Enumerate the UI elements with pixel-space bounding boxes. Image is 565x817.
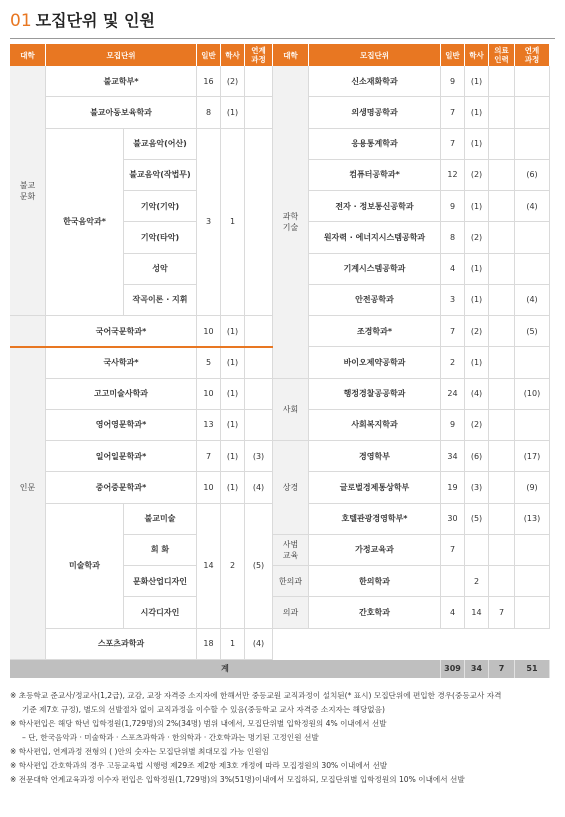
bachelor-count: (1) bbox=[465, 191, 489, 222]
medical-count bbox=[489, 566, 515, 597]
total-linked: 51 bbox=[515, 660, 550, 678]
medical-count bbox=[489, 222, 515, 253]
sub-unit: 불교음악(어산) bbox=[124, 129, 197, 160]
general-count: 9 bbox=[441, 66, 465, 97]
linked-count: (13) bbox=[515, 504, 550, 535]
note-line: ※ 학사편입 간호학과의 경우 고등교육법 시행령 제29조 제2항 제3호 개정에 따라 모집정원의 30% 이내에서 선발 bbox=[10, 761, 388, 770]
unit-name: 사회복지학과 bbox=[309, 410, 441, 441]
general-count: 16 bbox=[197, 66, 221, 97]
unit-name: 가정교육과 bbox=[309, 535, 441, 566]
general-count: 24 bbox=[441, 379, 465, 410]
linked-count: (9) bbox=[515, 472, 550, 503]
bachelor-count: (1) bbox=[465, 97, 489, 128]
general-count: 13 bbox=[197, 410, 221, 441]
general-count: 3 bbox=[197, 129, 221, 317]
unit-name: 응용통계학과 bbox=[309, 129, 441, 160]
unit-name: 영어영문학과* bbox=[46, 410, 197, 441]
linked-count bbox=[245, 347, 273, 378]
linked-count: (4) bbox=[245, 629, 273, 660]
bachelor-count: (2) bbox=[465, 410, 489, 441]
general-count: 12 bbox=[441, 160, 465, 191]
linked-count bbox=[515, 535, 550, 566]
bachelor-count: (2) bbox=[465, 222, 489, 253]
medical-count bbox=[489, 347, 515, 378]
section-title bbox=[10, 8, 155, 32]
college-name: 의과 bbox=[273, 597, 309, 628]
bachelor-count: (2) bbox=[465, 316, 489, 347]
unit-name: 안전공학과 bbox=[309, 285, 441, 316]
unit-name: 글로벌경제통상학부 bbox=[309, 472, 441, 503]
linked-count bbox=[515, 129, 550, 160]
general-count: 3 bbox=[441, 285, 465, 316]
linked-count bbox=[245, 129, 273, 317]
unit-name: 미술학과 bbox=[46, 504, 124, 629]
unit-name: 의생명공학과 bbox=[309, 97, 441, 128]
bachelor-count: (4) bbox=[465, 379, 489, 410]
college-name: 과학 기술 bbox=[273, 66, 309, 379]
linked-count bbox=[245, 316, 273, 347]
sub-unit: 회 화 bbox=[124, 535, 197, 566]
bachelor-count: 1 bbox=[221, 129, 245, 317]
linked-count: (5) bbox=[245, 504, 273, 629]
linked-count bbox=[515, 66, 550, 97]
bachelor-count: (1) bbox=[221, 410, 245, 441]
general-count: 4 bbox=[441, 597, 465, 628]
medical-count bbox=[489, 535, 515, 566]
general-count: 34 bbox=[441, 441, 465, 472]
unit-name: 조경학과* bbox=[309, 316, 441, 347]
bachelor-count: (2) bbox=[221, 66, 245, 97]
linked-count bbox=[515, 410, 550, 441]
unit-name: 스포츠과학과 bbox=[46, 629, 197, 660]
total-medical: 7 bbox=[489, 660, 515, 678]
general-count: 19 bbox=[441, 472, 465, 503]
linked-count bbox=[515, 566, 550, 597]
college-name: 인문 bbox=[10, 316, 46, 660]
header-linked: 연계 과정 bbox=[515, 44, 550, 66]
sub-unit: 시각디자인 bbox=[124, 597, 197, 628]
general-count: 9 bbox=[441, 410, 465, 441]
header-college: 대학 bbox=[10, 44, 46, 66]
unit-name: 국사학과* bbox=[46, 347, 197, 378]
unit-name: 고고미술사학과 bbox=[46, 379, 197, 410]
general-count: 8 bbox=[197, 97, 221, 128]
unit-name: 컴퓨터공학과* bbox=[309, 160, 441, 191]
linked-count bbox=[245, 66, 273, 97]
unit-name: 불교아동보육학과 bbox=[46, 97, 197, 128]
notes bbox=[10, 689, 558, 787]
bachelor-count bbox=[465, 535, 489, 566]
header-medical: 의료 인력 bbox=[489, 44, 515, 66]
bachelor-count: 1 bbox=[221, 629, 245, 660]
sub-unit: 불교미술 bbox=[124, 504, 197, 535]
college-name: 사범 교육 bbox=[273, 535, 309, 566]
general-count: 5 bbox=[197, 347, 221, 378]
general-count: 10 bbox=[197, 379, 221, 410]
bachelor-count: (1) bbox=[221, 97, 245, 128]
college-name: 한의과 bbox=[273, 566, 309, 597]
general-count: 14 bbox=[197, 504, 221, 629]
linked-count bbox=[245, 410, 273, 441]
general-count: 2 bbox=[441, 347, 465, 378]
general-count bbox=[441, 566, 465, 597]
unit-name: 전자 · 정보통신공학과 bbox=[309, 191, 441, 222]
college-name: 상경 bbox=[273, 441, 309, 535]
medical-count bbox=[489, 160, 515, 191]
general-count: 7 bbox=[197, 441, 221, 472]
bachelor-count: (1) bbox=[221, 316, 245, 347]
medical-count bbox=[489, 254, 515, 285]
medical-count bbox=[489, 129, 515, 160]
medical-count bbox=[489, 191, 515, 222]
header-unit: 모집단위 bbox=[46, 44, 197, 66]
bachelor-count: (1) bbox=[221, 472, 245, 503]
bachelor-count: (1) bbox=[465, 347, 489, 378]
admission-table bbox=[10, 44, 550, 684]
sub-unit: 기악(기악) bbox=[124, 191, 197, 222]
sub-unit: 작곡이론 · 지휘 bbox=[124, 285, 197, 316]
unit-name: 행정경찰공공학과 bbox=[309, 379, 441, 410]
note-line: ※ 전문대학 연계교육과정 이수자 편입은 입학정원(1,729명)의 3%(51명)이내에서 모집하되, 모집단위별 입학정원의 10% 이내에서 선발 bbox=[10, 775, 465, 784]
total-bachelor: 34 bbox=[465, 660, 489, 678]
linked-count bbox=[515, 97, 550, 128]
medical-count: 7 bbox=[489, 597, 515, 628]
linked-count bbox=[515, 222, 550, 253]
sub-unit: 성악 bbox=[124, 254, 197, 285]
linked-count: (17) bbox=[515, 441, 550, 472]
section-heading: 모집단위 및 인원 bbox=[35, 11, 155, 30]
unit-name: 국어국문학과* bbox=[46, 316, 197, 347]
unit-name: 원자력 · 에너지시스템공학과 bbox=[309, 222, 441, 253]
bachelor-count: (3) bbox=[465, 472, 489, 503]
unit-name: 바이오제약공학과 bbox=[309, 347, 441, 378]
header-general: 일반 bbox=[197, 44, 221, 66]
linked-count bbox=[515, 347, 550, 378]
note-line: ※ 학사편입, 연계과정 전형의 ( )안의 숫자는 모집단위별 최대모집 가능 인원임 bbox=[10, 747, 269, 756]
bachelor-count: (2) bbox=[465, 160, 489, 191]
general-count: 18 bbox=[197, 629, 221, 660]
medical-count bbox=[489, 379, 515, 410]
general-count: 7 bbox=[441, 535, 465, 566]
general-count: 10 bbox=[197, 472, 221, 503]
general-count: 7 bbox=[441, 97, 465, 128]
linked-count: (10) bbox=[515, 379, 550, 410]
unit-name: 경영학부 bbox=[309, 441, 441, 472]
unit-name: 한의학과 bbox=[309, 566, 441, 597]
header-linked: 연계 과정 bbox=[245, 44, 273, 66]
header-unit: 모집단위 bbox=[309, 44, 441, 66]
bachelor-count: (6) bbox=[465, 441, 489, 472]
linked-count: (4) bbox=[245, 472, 273, 503]
medical-count bbox=[489, 441, 515, 472]
bachelor-count: (1) bbox=[221, 379, 245, 410]
linked-count bbox=[515, 597, 550, 628]
unit-name: 일어일문학과* bbox=[46, 441, 197, 472]
sub-unit: 불교음악(작법무) bbox=[124, 160, 197, 191]
sub-unit: 기악(타악) bbox=[124, 222, 197, 253]
linked-count: (4) bbox=[515, 285, 550, 316]
linked-count: (4) bbox=[515, 191, 550, 222]
medical-count bbox=[489, 472, 515, 503]
bachelor-count: 14 bbox=[465, 597, 489, 628]
note-line: ※ 학사편입은 해당 학년 입학정원(1,729명)의 2%(34명) 범위 내에서, 모집단위별 입학정원의 4% 이내에서 선발 bbox=[10, 719, 387, 728]
medical-count bbox=[489, 285, 515, 316]
bachelor-count: 2 bbox=[465, 566, 489, 597]
unit-name: 불교학부* bbox=[46, 66, 197, 97]
unit-name: 간호학과 bbox=[309, 597, 441, 628]
general-count: 10 bbox=[197, 316, 221, 347]
total-label: 계 bbox=[10, 660, 441, 678]
bachelor-count: (5) bbox=[465, 504, 489, 535]
header-bachelor: 학사 bbox=[465, 44, 489, 66]
medical-count bbox=[489, 410, 515, 441]
linked-count bbox=[515, 254, 550, 285]
unit-name: 호텔관광경영학부* bbox=[309, 504, 441, 535]
linked-count: (5) bbox=[515, 316, 550, 347]
header-general: 일반 bbox=[441, 44, 465, 66]
bachelor-count: (1) bbox=[221, 441, 245, 472]
note-line: ※ 초등학교 준교사/정교사(1,2급), 교감, 교장 자격증 소지자에 한해서만 중등교원 교직과정이 설치된(* 표시) 모집단위에 편입한 경우(중등교사 자격 bbox=[10, 691, 502, 700]
general-count: 30 bbox=[441, 504, 465, 535]
note-line: – 단, 한국음악과 · 미술학과 · 스포츠과학과 · 한의학과 · 간호학과는 명기된 고정인원 선발 bbox=[22, 733, 319, 742]
header-bachelor: 학사 bbox=[221, 44, 245, 66]
general-count: 8 bbox=[441, 222, 465, 253]
bachelor-count: (1) bbox=[465, 285, 489, 316]
general-count: 7 bbox=[441, 129, 465, 160]
medical-count bbox=[489, 504, 515, 535]
college-name: 사회 bbox=[273, 379, 309, 442]
group-divider bbox=[10, 346, 273, 348]
bachelor-count: (1) bbox=[465, 254, 489, 285]
title-divider bbox=[10, 38, 555, 39]
bachelor-count: (1) bbox=[221, 347, 245, 378]
medical-count bbox=[489, 97, 515, 128]
bachelor-count: (1) bbox=[465, 129, 489, 160]
section-number: 01 bbox=[10, 11, 32, 31]
unit-name: 중어중문학과* bbox=[46, 472, 197, 503]
general-count: 7 bbox=[441, 316, 465, 347]
medical-count bbox=[489, 316, 515, 347]
unit-name: 한국음악과* bbox=[46, 129, 124, 317]
medical-count bbox=[489, 66, 515, 97]
bachelor-count: 2 bbox=[221, 504, 245, 629]
unit-name: 기계시스템공학과 bbox=[309, 254, 441, 285]
linked-count: (6) bbox=[515, 160, 550, 191]
linked-count: (3) bbox=[245, 441, 273, 472]
header-college: 대학 bbox=[273, 44, 309, 66]
linked-count bbox=[245, 379, 273, 410]
general-count: 9 bbox=[441, 191, 465, 222]
college-name: 불교 문화 bbox=[10, 66, 46, 316]
sub-unit: 문화산업디자인 bbox=[124, 566, 197, 597]
note-line: 기준 제7호 규정), 별도의 선발절차 없이 교직과정을 이수할 수 있음(중등학교 교사 자격증 소지자는 해당없음) bbox=[22, 705, 385, 714]
total-general: 309 bbox=[441, 660, 465, 678]
linked-count bbox=[245, 97, 273, 128]
general-count: 4 bbox=[441, 254, 465, 285]
unit-name: 신소재화학과 bbox=[309, 66, 441, 97]
bachelor-count: (1) bbox=[465, 66, 489, 97]
